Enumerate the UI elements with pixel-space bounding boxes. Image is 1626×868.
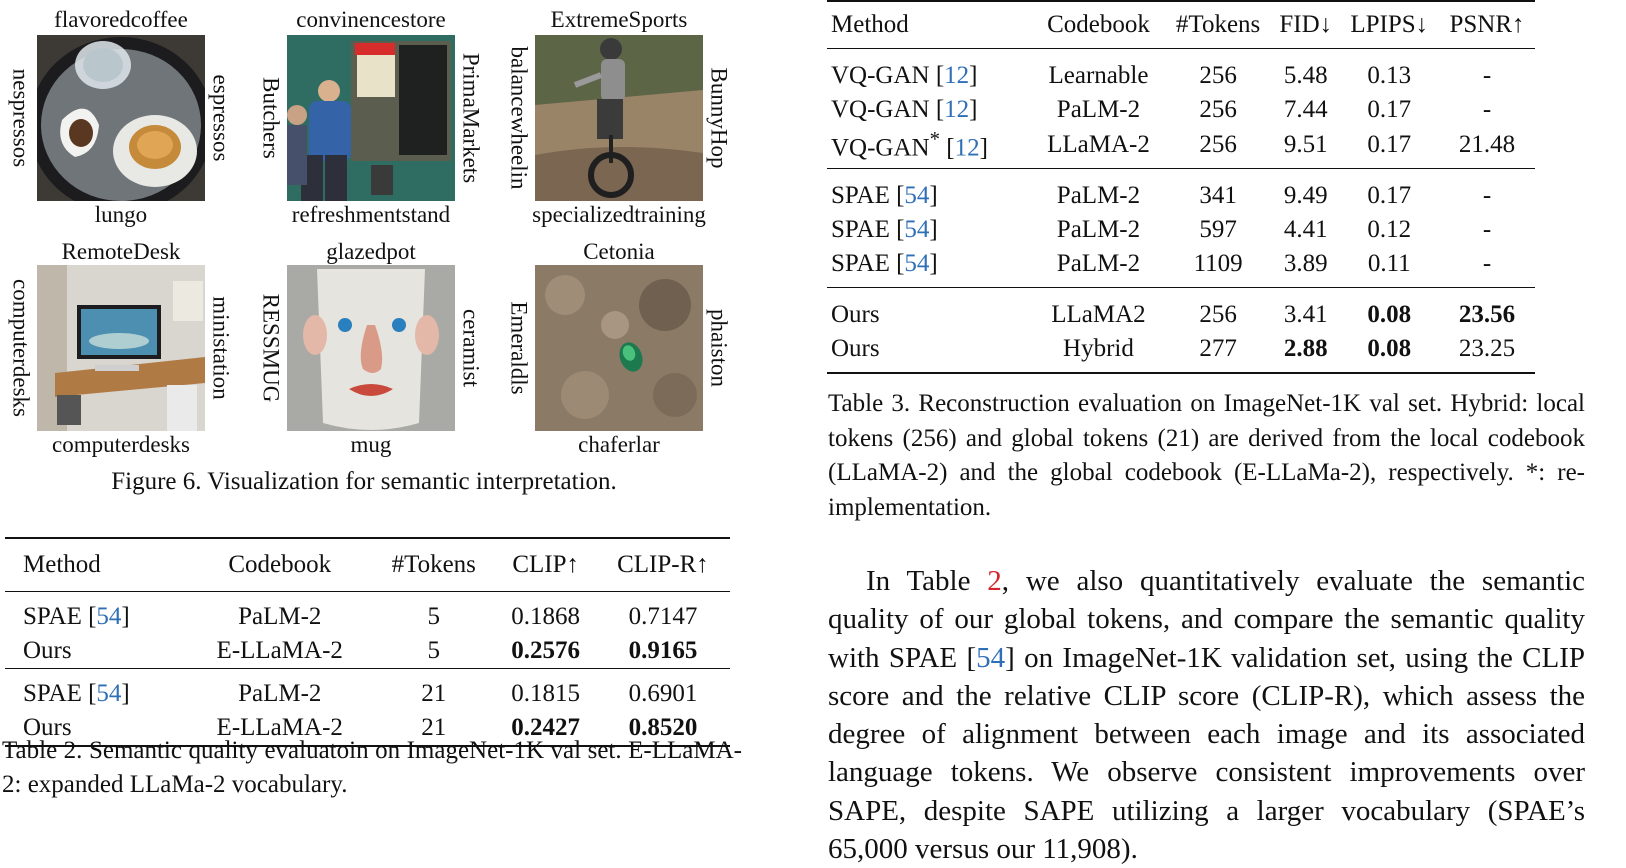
table-3-caption: Table 3. Reconstruction evaluation on ImageNet-1K val set. Hybrid: local tokens (256) and global tokens (21) are derived from the local codebook (LLaMA-2) and the global codebook (E-LLaMa-2), respectively. *: re-implementation. [828,390,1585,521]
tile-left-label: RESSMUG [258,293,284,403]
table-cell: 256 [1164,288,1272,333]
tile-bottom-label: specializedtraining [532,202,706,227]
column-header: LPIPS↓ [1340,1,1439,49]
citation-link[interactable]: 54 [904,250,930,278]
table-cell: 256 [1199,96,1237,123]
column-header: CLIP↑ [495,538,596,592]
column-header: FID↓ [1272,1,1340,49]
table-cell: LLaMA2 [1033,288,1164,333]
table-cell: Ours [827,332,1033,373]
coffee-photo [37,35,205,201]
column-header: #Tokens [1164,1,1272,49]
table-row [5,592,730,635]
citation-link[interactable]: 12 [944,96,970,123]
table-cell: Ours [5,711,187,746]
table-row [827,213,1535,247]
table-header-row [5,538,730,592]
table-cell: 341 [1164,169,1272,214]
table-header-row [827,1,1535,49]
figure-6-caption: Figure 6. Visualization for semantic interpretation. [111,468,617,495]
table-cell: 1109 [1193,250,1243,278]
table-cell: 0.12 [1367,216,1412,244]
table-2-caption: Table 2. Semantic quality evaluatoin on ImageNet-1K val set. E-LLaMA-2: expanded LLaMa-2 vocabulary. [2,737,742,798]
table-cell: - [1482,96,1492,123]
table-cell: Learnable [1033,49,1164,94]
beetle-photo [535,265,703,431]
citation-link[interactable]: 54 [976,641,1006,674]
column-header: #Tokens [372,538,495,592]
table-cell: 0.17 [1367,130,1412,158]
table-cell: E-LLaMA-2 [216,637,343,664]
citation-link[interactable]: 54 [96,603,122,630]
table-cell: 0.9165 [628,637,698,664]
table-cell: 21 [372,711,495,746]
citation-link[interactable]: 54 [904,216,930,244]
tile-bottom-label: chaferlar [578,432,660,457]
tile-right-label: phaiston [706,309,732,387]
table-cell: 9.51 [1283,130,1328,158]
table-cell: Ours [827,288,1033,333]
table-cell: 277 [1164,332,1272,373]
tile-right-label: BunnyHop [706,67,732,169]
table-cell: 23.56 [1439,288,1535,333]
tile-right-label: ministation [208,296,234,400]
table-cell: 0.17 [1340,169,1439,214]
table-cell: VQ-GAN* [12] [831,127,988,162]
table-cell: PaLM-2 [1056,250,1141,278]
table-cell: 0.08 [1340,332,1439,373]
citation-link[interactable]: 12 [954,134,980,162]
table-cell: PaLM-2 [1033,169,1164,214]
table-row [827,332,1535,373]
column-header: PSNR↑ [1439,1,1535,49]
tile-bottom-label: lungo [94,202,148,227]
tile-left-label: Emeraldls [506,301,532,395]
tile-left-label: computerdesks [8,279,34,417]
column-header: CLIP-R↑ [596,538,730,592]
table-cell: 21 [372,669,495,712]
table-cell: 5 [427,637,440,664]
table-cell: 0.1815 [495,669,596,712]
table-cell: - [1439,49,1535,94]
column-header: Method [5,538,187,592]
paragraph-text: , we also quantitatively evaluate the semantic quality of our global tokens, and compare the semantic quality with SPAE [ [828,565,1586,674]
table-cell: SPAE [54] [5,592,187,635]
table-cell: VQ-GAN [12] [827,49,1033,94]
table-cell: 0.08 [1340,288,1439,333]
table-cell: PaLM-2 [1056,96,1141,123]
table-row [827,49,1535,94]
kiosk-photo [287,35,455,201]
table-row [827,127,1535,169]
table-cell: 0.17 [1367,96,1412,123]
tile-top-label: RemoteDesk [61,239,181,264]
table-cell: Ours [23,637,72,664]
table-3 [827,0,1535,374]
tile-bottom-label: mug [350,432,392,457]
column-header: Method [827,1,1033,49]
tile-top-label: glazedpot [326,239,416,264]
table-cell: 0.1868 [495,592,596,635]
table-cell: E-LLaMA-2 [187,711,372,746]
table-cell: PaLM-2 [187,592,372,635]
table-row [5,634,730,669]
citation-link[interactable]: 12 [944,62,970,89]
table-cell: 3.41 [1272,288,1340,333]
tile-top-label: Cetonia [583,239,655,264]
table-cell: 23.25 [1439,332,1535,373]
paragraph-text: In Table [866,565,988,597]
table-row [827,169,1535,214]
paragraph-text: ] on ImageNet-1K validation set, using the CLIP score and the relative CLIP score (CLIP-R), which assess the degree of alignment between each image and its associated language tokens. We observe consistent improvements over SAPE, despite SAPE utilizing a larger vocabulary (SPAE’s 65,000 versus our 11,908). [828,641,1585,866]
table-cell: 5 [372,592,495,635]
citation-link[interactable]: 2 [987,565,1002,597]
table-cell: Hybrid [1033,332,1164,373]
table-row [827,93,1535,127]
table-cell: 5.48 [1272,49,1340,94]
table-row [827,247,1535,288]
table-cell: 0.13 [1340,49,1439,94]
tile-right-label: PrimaMarkets [458,52,484,184]
table-cell: 256 [1199,130,1237,158]
citation-link[interactable]: 54 [96,680,122,707]
citation-link[interactable]: 54 [904,182,930,210]
table-cell: 0.11 [1367,250,1411,278]
table-cell: PaLM-2 [1056,216,1141,244]
table-cell: SPAE [54] [5,669,187,712]
table-2 [5,537,730,747]
table-cell: 0.6901 [596,669,730,712]
unicycle-photo [535,35,703,201]
table-cell: 3.89 [1283,250,1328,278]
table-cell: 0.2576 [511,637,581,664]
table-cell: - [1439,169,1535,214]
tile-top-label: convinencestore [296,7,446,32]
table-cell: 9.49 [1272,169,1340,214]
table-cell: 21.48 [1458,130,1516,158]
desk-photo [37,265,205,431]
table-cell: 2.88 [1272,332,1340,373]
table-cell: VQ-GAN [12] [831,96,978,123]
table-cell: SPAE [54] [831,216,938,244]
table-cell: SPAE [54] [827,169,1033,214]
tile-right-label: espressos [208,74,234,162]
tile-bottom-label: refreshmentstand [291,202,451,227]
table-cell: LLaMA-2 [1047,130,1150,158]
tile-top-label: flavoredcoffee [54,7,188,32]
tile-right-label: ceramist [458,309,484,387]
body-paragraph [828,562,1585,868]
table-cell: 7.44 [1283,96,1328,123]
tile-left-label: balancewheelin [506,46,532,190]
table-row [5,669,730,712]
table-cell: 0.2427 [495,711,596,746]
column-header: Codebook [187,538,372,592]
column-header: Codebook [1033,1,1164,49]
table-cell: 0.7147 [596,592,730,635]
tile-bottom-label: computerdesks [52,432,190,457]
table-cell: PaLM-2 [187,669,372,712]
tile-left-label: Butchers [258,77,284,159]
table-cell: - [1482,216,1492,244]
table-row [827,288,1535,333]
table-cell: SPAE [54] [831,250,938,278]
tile-left-label: nespressos [8,68,34,168]
table-cell: 4.41 [1283,216,1328,244]
table-cell: 597 [1199,216,1237,244]
mug-photo [287,265,455,431]
tile-top-label: ExtremeSports [550,7,688,32]
table-cell: 256 [1164,49,1272,94]
table-cell: - [1482,250,1492,278]
table-cell: 0.8520 [596,711,730,746]
